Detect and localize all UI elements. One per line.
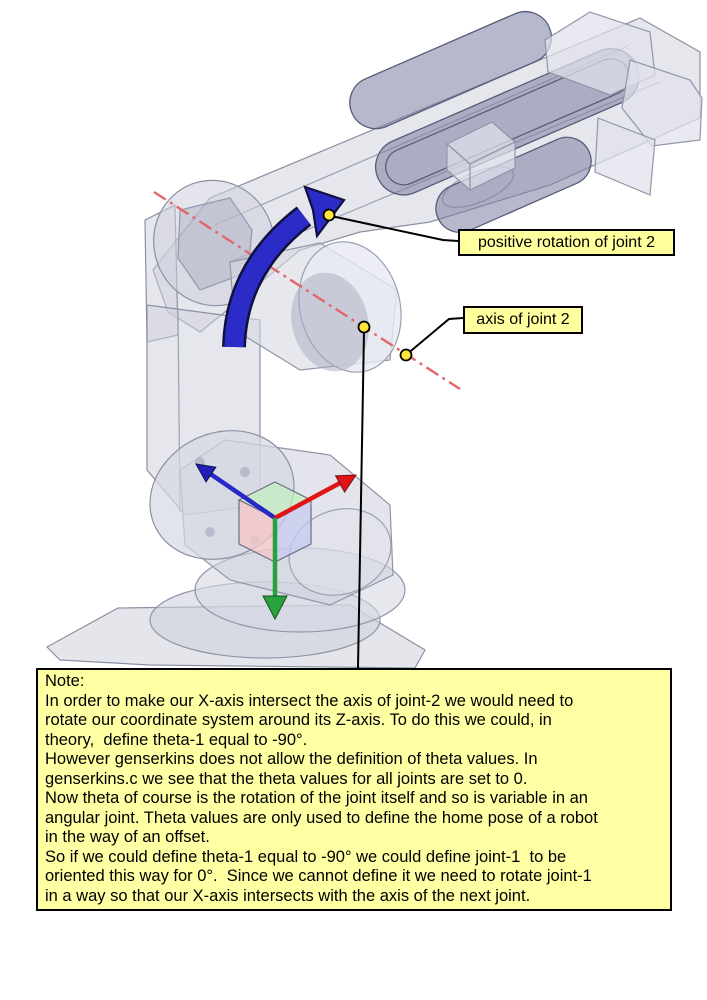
- note-line: In order to make our X-axis intersect the axis of joint-2 we would need to: [45, 691, 574, 710]
- note-line: in the way of an offset.: [45, 828, 210, 846]
- axis-of-joint-label: axis of joint 2: [463, 306, 583, 334]
- note-line: rotate our coordinate system around its Z-axis. To do this we could, in: [45, 711, 552, 729]
- note-line: genserkins.c we see that the theta values for all joints are set to 0.: [45, 769, 528, 788]
- callout-line-axis: [406, 318, 463, 355]
- note-line: in a way so that our X-axis intersects with the axis of the next joint.: [45, 886, 531, 905]
- note-line: angular joint. Theta values are only used to define the home pose of a robot: [45, 808, 598, 827]
- note-line: Now theta of course is the rotation of the joint itself and so is variable in an: [45, 789, 588, 807]
- note-line: theory, define theta-1 equal to -90°.: [45, 730, 308, 749]
- note-line: oriented this way for 0°. Since we cannot define it we need to rotate joint-1: [45, 867, 592, 885]
- marker-dot-axis-far: [401, 350, 412, 361]
- marker-dot-axis-near: [359, 322, 370, 333]
- note-title: Note:: [45, 672, 85, 690]
- joint1-dimple: [240, 467, 250, 477]
- positive-rotation-label: positive rotation of joint 2: [458, 229, 675, 256]
- note-box: [36, 668, 672, 911]
- note-line: So if we could define theta-1 equal to -90° we could define joint-1 to be: [45, 847, 567, 866]
- note-line: However genserkins does not allow the definition of theta values. In: [45, 750, 538, 768]
- joint1-dimple: [205, 527, 215, 537]
- marker-dot-rotation: [324, 210, 335, 221]
